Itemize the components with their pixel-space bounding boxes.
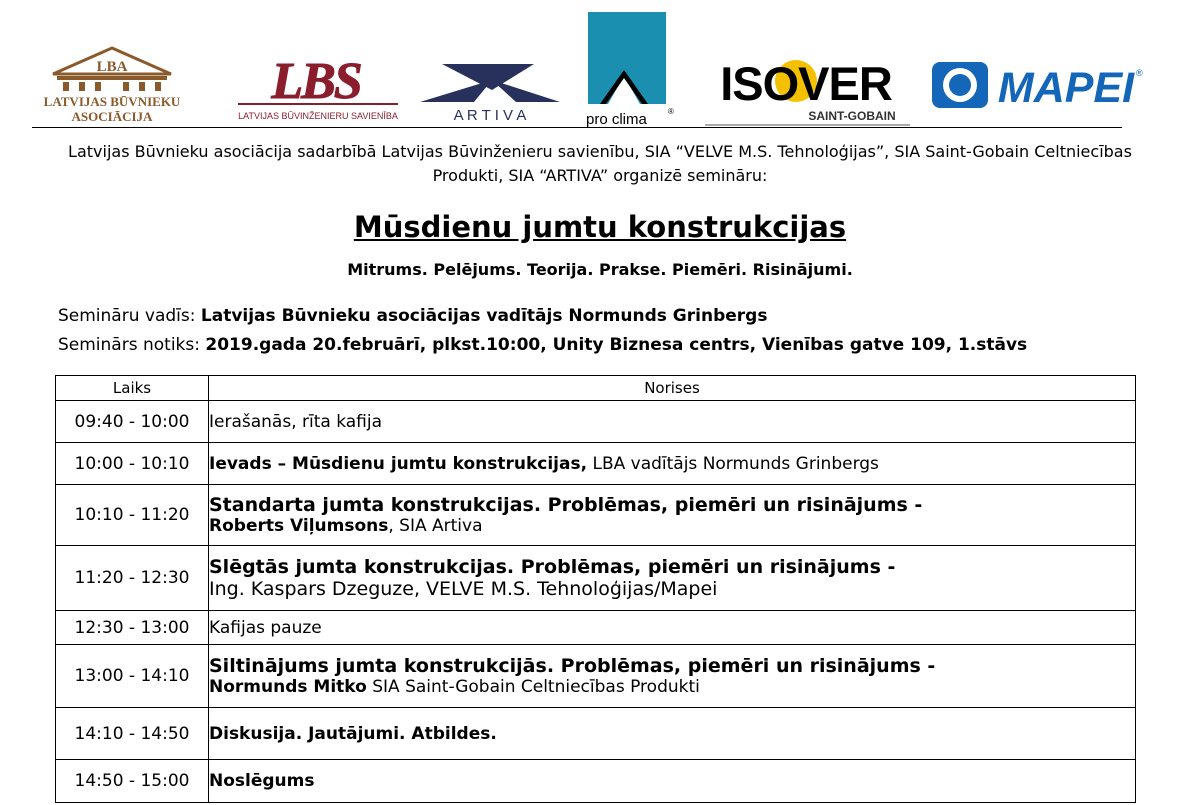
lbs-name: LATVIJAS BŪVINŽENIERU SAVIENĪBA (238, 111, 398, 121)
page-subtitle: Mitrums. Pelējums. Teorija. Prakse. Piemēri. Risinājumi. (347, 260, 853, 279)
intro-line1: Latvijas Būvnieku asociācija sadarbībā Latvijas Būvinženieru savienību, SIA “VELVE M.S. Tehnoloģijas”, SIA Saint-Gobain Celtniecības (68, 142, 1132, 161)
row-time: 14:50 - 15:00 (56, 760, 209, 803)
lba-line1: LATVIJAS BŪVNIEKU (43, 94, 181, 109)
isover-sub: SAINT-GOBAIN (808, 109, 896, 123)
row-topic: Slēgtās jumta konstrukcijas. Problēmas, piemēri un risinājums - Ing. Kaspars Dzeguze, VELVE M.S. Tehnoloģijas/Mapei (209, 546, 1136, 611)
row-topic: Diskusija. Jautājumi. Atbildes. (209, 708, 1136, 760)
row-topic: Ievads – Mūsdienu jumtu konstrukcijas, LBA vadītājs Normunds Grinbergs (209, 443, 1136, 485)
intro-line2: Produkti, SIA “ARTIVA” organizē semināru: (432, 166, 768, 185)
isover-logo (700, 58, 915, 128)
table-row (56, 485, 1136, 546)
intro-text (0, 140, 1200, 188)
when-value: 2019.gada 20.februārī, plkst.10:00, Unity Biznesa centrs, Vienības gatve 109, 1.stāvs (205, 335, 1028, 355)
svg-text:®: ® (668, 107, 674, 116)
lba-line2: ASOCIĀCIJA (71, 109, 153, 124)
row-topic: Kafijas pauze (209, 611, 1136, 645)
table-row (56, 708, 1136, 760)
seminar-leader (58, 306, 767, 326)
row-topic: Ierašanās, rīta kafija (209, 401, 1136, 443)
proclima-logo (584, 10, 676, 128)
table-row (56, 760, 1136, 803)
table-row (56, 611, 1136, 645)
row-time: 09:40 - 10:00 (56, 401, 209, 443)
page-title: Mūsdienu jumtu konstrukcijas (353, 210, 847, 244)
table-row (56, 546, 1136, 611)
mapei-name: MAPEI (997, 64, 1135, 112)
svg-text:®: ® (1136, 68, 1143, 78)
lbs-abbr: LBS (271, 56, 361, 110)
row-time: 13:00 - 14:10 (56, 645, 209, 708)
logo-strip (0, 0, 1200, 132)
seminar-when (58, 335, 1027, 355)
agenda-table (55, 375, 1136, 803)
lba-logo (35, 44, 190, 124)
header-time: Laiks (56, 376, 209, 401)
lbs-logo (236, 56, 401, 122)
row-topic: Siltinājums jumta konstrukcijās. Problēmas, piemēri un risinājums - Normunds Mitko SIA Saint-Gobain Celtniecības Produkti (209, 645, 1136, 708)
artiva-name: A R T I V A (453, 107, 527, 124)
leader-label: Semināru vadīs: (58, 306, 196, 326)
table-row (56, 401, 1136, 443)
artiva-logo (412, 58, 567, 124)
leader-value: Latvijas Būvnieku asociācijas vadītājs Normunds Grinbergs (200, 306, 768, 326)
lba-abbr: LBA (96, 59, 128, 75)
mapei-logo (930, 58, 1145, 114)
row-time: 10:10 - 11:20 (56, 485, 209, 546)
row-time: 10:00 - 10:10 (56, 443, 209, 485)
table-header-row (56, 376, 1136, 401)
proclima-name: pro clima (586, 111, 647, 128)
row-time: 11:20 - 12:30 (56, 546, 209, 611)
header-divider (32, 127, 1122, 128)
header-events: Norises (209, 376, 1136, 401)
row-time: 12:30 - 13:00 (56, 611, 209, 645)
row-time: 14:10 - 14:50 (56, 708, 209, 760)
row-topic: Noslēgums (209, 760, 1136, 803)
table-row (56, 645, 1136, 708)
table-row (56, 443, 1136, 485)
when-label: Seminārs notiks: (58, 335, 200, 355)
isover-name: ISOVER (720, 58, 892, 110)
row-topic: Standarta jumta konstrukcijas. Problēmas, piemēri un risinājums - Roberts Viļumsons, SIA Artiva (209, 485, 1136, 546)
